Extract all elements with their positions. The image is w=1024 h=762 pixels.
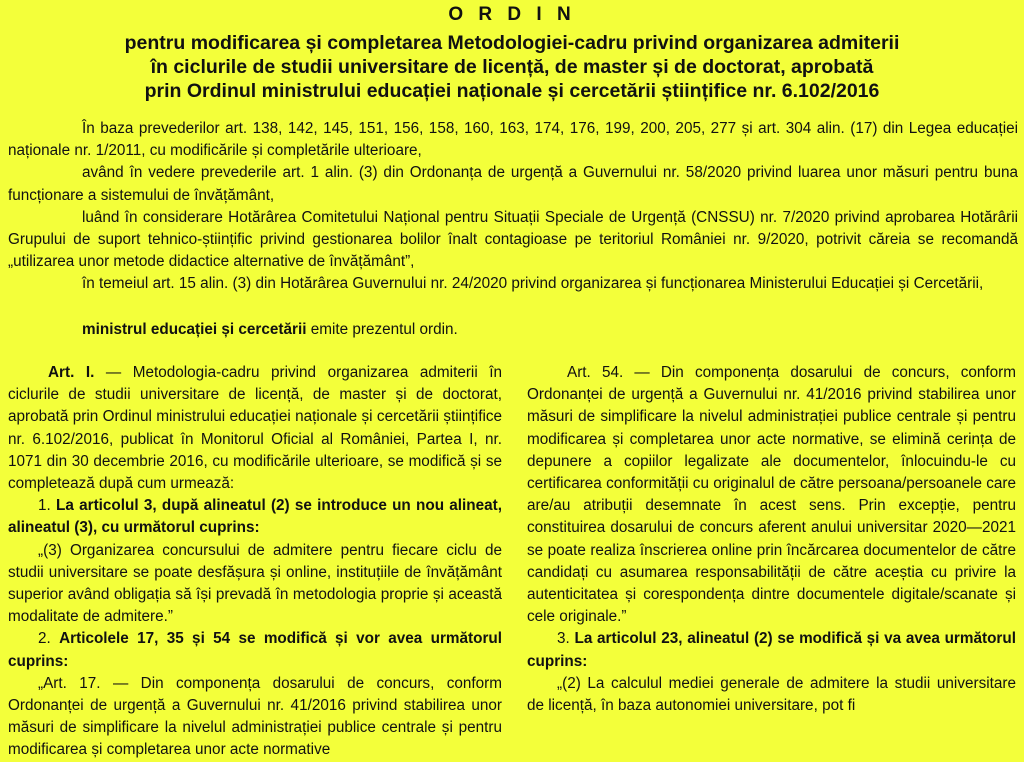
point-heading: [527, 628, 1016, 672]
point-text: „(2) La calculul mediei generale de admitere la studii universitare de licență, în baza autonomiei universitare, pot fi: [527, 674, 1016, 715]
article-one: [8, 362, 502, 495]
article-text: — Metodologia-cadru privind organizarea admiterii în ciclurile de studii universitare de licență, de master și de doctorat, aprobată prin Ordinul ministrului educației naționale și cercetării științifice nr. 6.102/2016, publicat în Monitorul Oficial al României, Partea I, nr. 1071 din 30 decembrie 2016, cu modificările ulterioare, se modifică și se completează după cum urmează:: [8, 364, 503, 493]
subtitle-line: pentru modificarea și completarea Metodologiei-cadru privind organizarea admiterii: [124, 32, 900, 54]
point-heading: [8, 495, 502, 539]
preamble: [8, 118, 1018, 296]
point-text: „(3) Organizarea concursului de admitere pentru fiecare ciclu de studii universitare se poate desfășura și online, instituțiile de învățământ superior având obligația să își prevadă în metodologia proprie și această modalitate de admitere.”: [8, 541, 502, 626]
subtitle-line: în ciclurile de studii universitare de licență, de master și de doctorat, aprobată: [150, 56, 874, 78]
right-column: [527, 362, 1016, 717]
point-number: 2.: [38, 630, 60, 648]
point-text: „Art. 17. — Din componența dosarului de concurs, conform Ordonanței de urgență a Guvernului nr. 41/2016 privind stabilirea unor măsuri de simplificare la nivelul administrației publice centrale și pentru modificarea și completarea unor acte normative: [8, 674, 502, 759]
issuer-action: emite prezentul ordin.: [306, 321, 458, 338]
document-title: O R D I N: [448, 4, 576, 25]
point-heading-text: Articolele 17, 35 și 54 se modifică și vor avea următorul cuprins:: [8, 630, 503, 670]
point-heading-text: La articolul 3, după alineatul (2) se introduce un nou alineat, alineatul (3), cu următorul cuprins:: [8, 497, 503, 537]
subtitle-line: prin Ordinul ministrului educației naționale și cercetării științifice nr. 6.102/2016: [144, 80, 880, 102]
left-column: [8, 362, 502, 762]
preamble-paragraph: în temeiul art. 15 alin. (3) din Hotărârea Guvernului nr. 24/2020 privind organizarea și funcționarea Ministerului Educației și Cercetării,: [82, 275, 984, 293]
article-54-text: Art. 54. — Din componența dosarului de concurs, conform Ordonanței de urgență a Guvernului nr. 41/2016 privind stabilirea unor măsuri de simplificare la nivelul administrației publice centrale și pentru modificarea și completarea unor acte normative, se elimină cerința de depunere a copiilor legalizate ale documentelor, înlocuindu-le cu certificarea conformității cu originalul de către persoana/persoanele care are/au atribuții desemnate în acest sens. Prin excepție, pentru constituirea dosarului de concurs aferent anului universitar 2020—2021 se poate realiza înscrierea online prin încărcarea documentelor de către candidați cu asumarea responsabilității de către aceștia cu privire la autenticitatea și corespondența dintre documentele digitale/scanate și cele originale.”: [527, 364, 1016, 626]
point-heading-text: La articolul 23, alineatul (2) se modifică și va avea următorul cuprins:: [527, 630, 1016, 670]
article-label: Art. I.: [48, 364, 95, 381]
issuer-statement: [82, 319, 458, 341]
point-heading: [8, 628, 502, 672]
issuer-name: ministrul educației și cercetării: [82, 321, 307, 338]
preamble-paragraph: având în vedere prevederile art. 1 alin. (3) din Ordonanța de urgență a Guvernului nr. 58/2020 privind luarea unor măsuri pentru buna funcționare a sistemului de învățământ,: [8, 164, 1018, 204]
preamble-paragraph: luând în considerare Hotărârea Comitetului Național pentru Situații Speciale de Urgență (CNSSU) nr. 7/2020 privind aprobarea Hotărârii Grupului de suport tehnico-științific privind gestionarea bolilor înalt contagioase pe teritoriul României nr. 9/2020, potrivit căreia se recomandă „utilizarea unor metode didactice alternative de învățământ”,: [8, 208, 1018, 271]
preamble-paragraph: În baza prevederilor art. 138, 142, 145, 151, 156, 158, 160, 163, 174, 176, 199, 200, 205, 277 și art. 304 alin. (17) din Legea educației naționale nr. 1/2011, cu modificările și completările ulterioare,: [8, 120, 1018, 160]
point-number: 3.: [557, 630, 575, 648]
point-number: 1.: [38, 497, 57, 515]
document-subtitle: [60, 31, 964, 103]
